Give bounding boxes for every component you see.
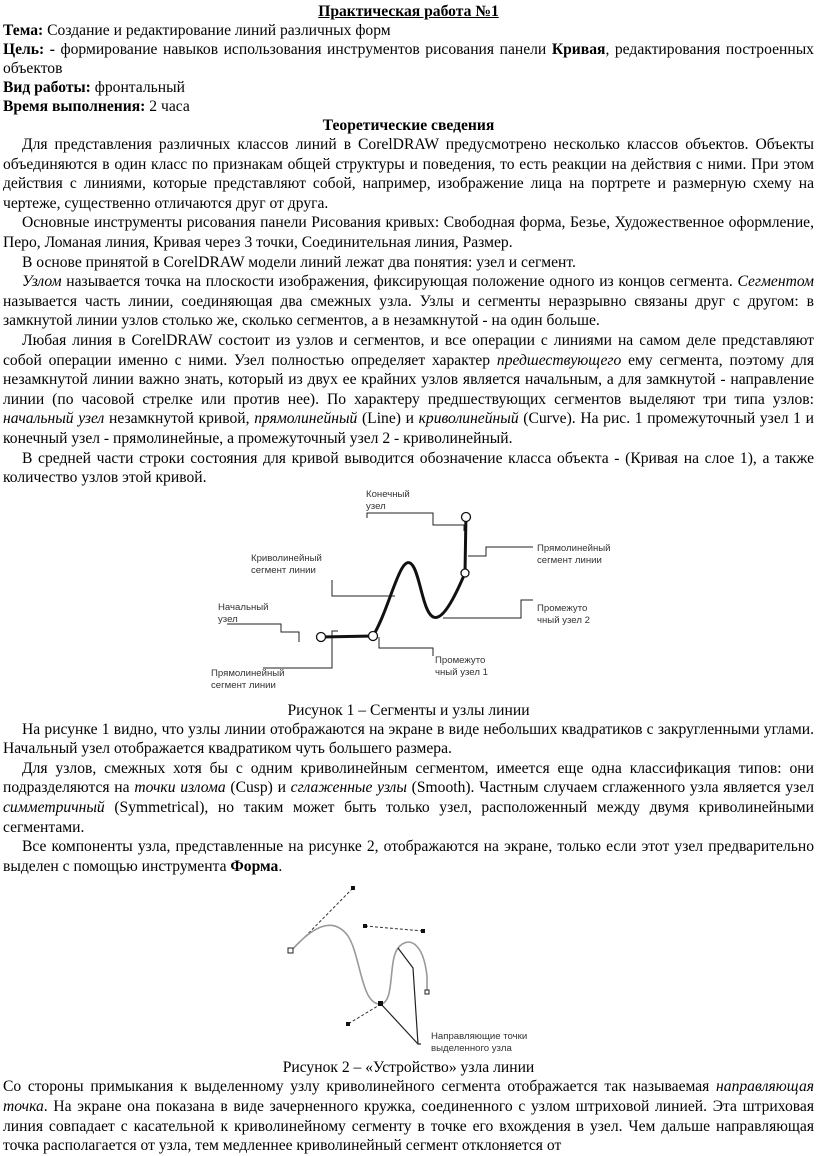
term-segment: Сегментом bbox=[737, 273, 814, 291]
paragraph-5-text-e: (Curve). На рис. 1 промежуточный узел 1 и конечный узел - прямолинейные, а промежуточный узел 2 - криволинейный. bbox=[3, 410, 814, 447]
start-node bbox=[317, 632, 326, 641]
figure-1-diagram bbox=[3, 488, 814, 701]
leader-curve-segment bbox=[332, 580, 395, 596]
work-type-line bbox=[3, 78, 814, 97]
term-preceding: предшествующего bbox=[496, 351, 622, 369]
label-straight-l-1: Прямолинейный bbox=[211, 667, 285, 679]
end-node bbox=[462, 512, 471, 521]
leader-handles bbox=[398, 948, 421, 1044]
control-point-4 bbox=[346, 1022, 350, 1026]
goal-value-post: , редактирования построенных объектов bbox=[3, 41, 814, 77]
term-curve-node: криволинейный bbox=[418, 410, 519, 428]
paragraph-3: В основе принятой в CorelDRAW модели линий лежат два понятия: узел и сегмент. bbox=[22, 253, 576, 271]
duration-label: Время выполнения: bbox=[3, 98, 146, 115]
node-curve bbox=[291, 926, 427, 1005]
label-straight-r-1: Прямолинейный bbox=[537, 542, 611, 554]
paragraph-5-text-a: Любая линия в CorelDRAW состоит из узлов и сегментов, и все операции с линиями на самом деле представляют собой операции именно с ними. Узел полностью определяет характер bbox=[3, 331, 814, 369]
label-handles-2: выделенного узла bbox=[431, 1043, 512, 1055]
paragraph-8-text-a: Для узлов, смежных хотя бы с одним криволинейным сегментом, имеется еще одна классификация типов: они подразделяются на bbox=[3, 759, 814, 797]
leader-handles-2 bbox=[381, 1004, 418, 1044]
work-type-label: Вид работы: bbox=[3, 79, 91, 96]
paragraph-6: В средней части строки состояния для кривой выводится обозначение класса объекта - (Кривая на слое 1), а также количество узлов этой кривой. bbox=[3, 449, 814, 487]
leader-mid1 bbox=[379, 637, 433, 656]
duration-value: 2 часа bbox=[145, 98, 190, 115]
goal-line bbox=[3, 40, 814, 78]
tool-shape-name: Форма bbox=[230, 857, 279, 875]
term-node: Узлом bbox=[22, 273, 62, 291]
control-point-2 bbox=[363, 924, 367, 928]
end-node-square bbox=[425, 990, 429, 994]
label-start-node-2: узел bbox=[218, 613, 238, 625]
paragraph-8 bbox=[3, 759, 814, 837]
control-point-3 bbox=[421, 929, 425, 933]
topic-label: Тема: bbox=[3, 22, 44, 39]
term-line-node: прямолинейный bbox=[254, 410, 358, 428]
paragraph-5-text-c: незамкнутой кривой, bbox=[104, 410, 255, 428]
label-straight-r-2: сегмент линии bbox=[537, 554, 602, 566]
paragraph-5-text-b: ему сегмента, поэтому для незамкнутой линии важно знать, который из двух ее крайних узлов является начальным, а для замкнутой - направление линии (по часовой стрелке или против нее). По характеру предшествующих сегментов выделяют три типа узлов: bbox=[3, 351, 814, 408]
label-mid2-1: Промежуто bbox=[537, 602, 588, 614]
section-title: Теоретические сведения bbox=[322, 117, 495, 134]
figure-2-diagram bbox=[3, 876, 814, 1058]
duration-line bbox=[3, 97, 814, 116]
leader-straight-right bbox=[468, 547, 533, 556]
start-node-square bbox=[288, 948, 293, 953]
handle-line-2 bbox=[365, 926, 423, 931]
label-straight-l-2: сегмент линии bbox=[211, 679, 276, 691]
intermediate-node-2 bbox=[461, 569, 469, 577]
paragraph-4 bbox=[3, 272, 814, 331]
topic-line bbox=[3, 21, 814, 40]
work-type-value: фронтальный bbox=[90, 79, 185, 96]
figure-2-caption: Рисунок 2 – «Устройство» узла линии bbox=[282, 1059, 535, 1077]
paragraph-10-text-a: Со стороны примыкания к выделенному узлу криволинейного сегмента отображается так называемая bbox=[3, 1078, 717, 1096]
term-smooth: сглаженные узлы bbox=[290, 779, 407, 797]
paragraph-8-text-b: (Cusp) и bbox=[225, 779, 291, 797]
figure-2 bbox=[3, 876, 814, 1058]
intermediate-node-1 bbox=[369, 631, 378, 640]
term-symmetrical: симметричный bbox=[3, 799, 105, 817]
paragraph-9 bbox=[3, 837, 814, 876]
figure-1-caption: Рисунок 1 – Сегменты и узлы линии bbox=[287, 701, 530, 719]
label-handles-1: Направляющие точки bbox=[431, 1031, 528, 1043]
leader-end-node bbox=[367, 513, 464, 531]
handle-line-3 bbox=[348, 1004, 381, 1024]
paragraph-10-text-b: . На экране она показана в виде зачерненного кружка, соединенного с узлом штриховой линией. Эта штриховая линия совпадает с касательной к криволинейному сегменту в точке его вхождения в узел. Чем дальше направляющая точка располагается от узла, тем медленнее криволинейный сегмент отклоняется от bbox=[3, 1098, 814, 1155]
paragraph-8-text-c: (Smooth). Частным случаем сглаженного узла является узел bbox=[406, 779, 814, 797]
leader-mid2 bbox=[443, 600, 533, 618]
paragraph-7: На рисунке 1 видно, что узлы линии отображаются на экране в виде небольших квадратиков с закругленными углами. Начальный узел отображается квадратиком чуть большего размера. bbox=[3, 720, 814, 758]
selected-node bbox=[378, 1001, 383, 1006]
label-end-node-1: Конечный bbox=[366, 488, 410, 500]
term-control-point: направляющая точка bbox=[3, 1078, 814, 1116]
paragraph-4-text-a: называется точка на плоскости изображения, фиксирующая положение одного из концов сегмента. bbox=[61, 273, 738, 291]
label-mid1-2: чный узел 1 bbox=[435, 666, 488, 678]
term-cusp: точки излома bbox=[134, 779, 226, 797]
paragraph-9-text-a: Все компоненты узла, представленные на рисунке 2, отображаются на экране, только если этот узел предварительно выделен с помощью инструмента bbox=[3, 838, 814, 875]
label-curve-seg-1: Криволинейный bbox=[251, 552, 322, 564]
control-point-1 bbox=[351, 886, 355, 890]
paragraph-10 bbox=[3, 1077, 814, 1155]
goal-value-bold: Кривая bbox=[551, 41, 606, 58]
goal-value-pre: формирование навыков использования инструментов рисования панели bbox=[54, 41, 552, 58]
paragraph-4-text-b: называется часть линии, соединяющая два смежных узла. Узлы и сегменты неразрывно связаны друг с другом: в замкнутой линии узлов столько же, сколько сегментов, а в незамкнутой - на один больше. bbox=[3, 292, 814, 330]
topic-value: Создание и редактирование линий различных форм bbox=[43, 22, 391, 39]
label-end-node-2: узел bbox=[366, 500, 386, 512]
label-start-node-1: Начальный bbox=[218, 601, 269, 613]
paragraph-5-text-d: (Line) и bbox=[357, 410, 419, 428]
paragraph-5 bbox=[3, 331, 814, 449]
paragraph-9-text-b: . bbox=[278, 857, 283, 875]
document-title: Практическая работа №1 bbox=[318, 3, 499, 20]
term-start-node: начальный узел bbox=[3, 410, 105, 428]
paragraph-8-text-d: (Symmetrical), но таким может быть только узел, расположенный между двумя криволинейными сегментами. bbox=[3, 799, 814, 836]
goal-label: Цель: - bbox=[3, 41, 55, 58]
leader-start-node bbox=[227, 624, 299, 642]
label-mid2-2: чный узел 2 bbox=[537, 614, 590, 626]
figure-1 bbox=[3, 488, 814, 701]
label-curve-seg-2: сегмент линии bbox=[251, 564, 316, 576]
label-mid1-1: Промежуто bbox=[435, 654, 486, 666]
paragraph-2: Основные инструменты рисования панели Рисования кривых: Свободная форма, Безье, Художественное оформление, Перо, Ломаная линия, Кривая через 3 точки, Соединительная линия, Размер. bbox=[3, 214, 814, 251]
paragraph-1: Для представления различных классов линий в CorelDRAW предусмотрено несколько классов объектов. Объекты объединяются в один класс по признакам общей структуры и поведения, то есть реакции на действия с ними. При этом действия с линиями, которые представляют собой, например, изображение лица на портрете и размерную схему на чертеже, существенно отличаются друг от друга. bbox=[3, 136, 814, 212]
